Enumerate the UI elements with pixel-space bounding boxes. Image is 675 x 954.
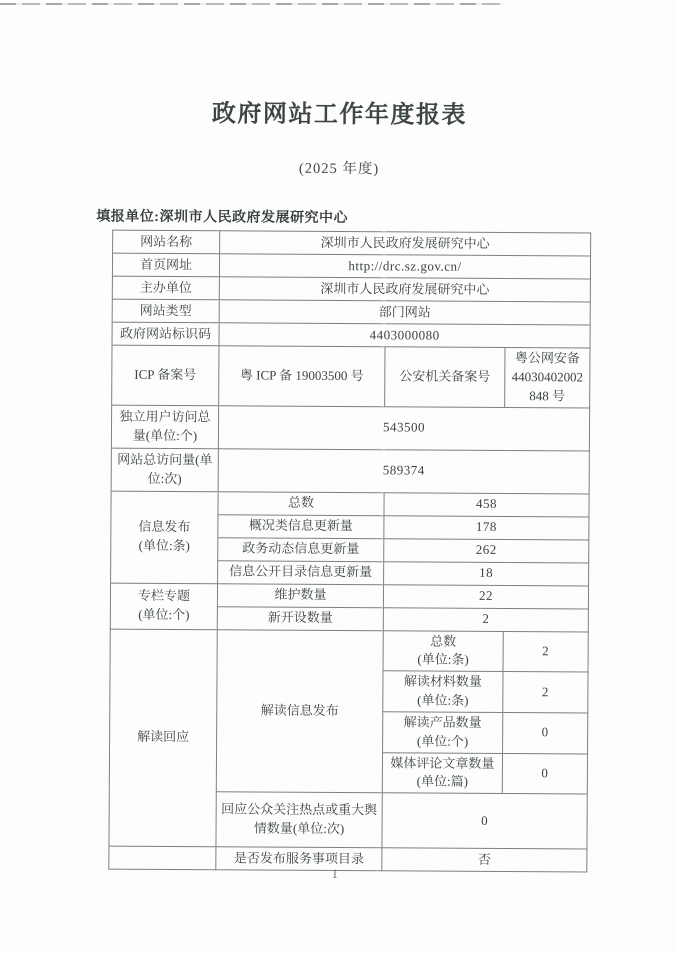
cell-media-articles-value: 0	[502, 753, 587, 794]
cell-service-catalog-label: 是否发布服务事项目录	[216, 847, 382, 871]
cell-media-articles-label	[382, 752, 502, 793]
sub-label-line: 媒体评论文章数量	[390, 754, 495, 771]
cell-site-type-label: 网站类型	[112, 299, 219, 323]
reporting-unit-line	[96, 206, 348, 228]
cell-hotspot-response-value: 0	[382, 793, 587, 849]
cell-interp-materials-label	[383, 671, 503, 712]
sub-label-line: 解读材料数量	[403, 673, 483, 690]
page-title: 政府网站工作年度报表	[211, 100, 468, 129]
table-row	[113, 230, 591, 256]
table-row	[112, 345, 590, 407]
cell-interp-products-label	[383, 712, 503, 753]
cell-gov-news-update-value: 262	[384, 538, 589, 562]
cell-catalog-update-value: 18	[384, 561, 589, 585]
cell-interp-total-label	[383, 630, 503, 671]
section-unit-line: (单位:个)	[138, 606, 190, 623]
cell-unique-visitors-value: 543500	[218, 405, 589, 450]
reporting-unit-value: 深圳市人民政府发展研究中心	[159, 209, 349, 227]
cell-maintained-count-label: 维护数量	[217, 583, 383, 607]
cell-new-count-value: 2	[383, 607, 588, 631]
cell-homepage-url-label: 首页网址	[112, 253, 219, 277]
sub-unit-line: (单位:条)	[417, 651, 469, 668]
table-row	[110, 629, 588, 673]
cell-service-catalog-value: 否	[382, 848, 587, 872]
cell-interpretation-publish-label: 解读信息发布	[216, 629, 383, 793]
cell-hotspot-response-label: 回应公众关注热点或重大舆情数量(单位:次)	[216, 792, 382, 848]
cell-security-value: 粤公网安备 44030402002848 号	[505, 348, 590, 408]
table-row	[111, 448, 589, 494]
sub-unit-line: (单位:篇)	[416, 773, 469, 790]
cell-interpretation-section-label: 解读回应	[109, 629, 217, 847]
cell-info-total-value: 458	[384, 492, 589, 516]
cell-info-total-label: 总数	[218, 491, 384, 515]
cell-maintained-count-value: 22	[383, 584, 588, 608]
cell-sponsor-value: 深圳市人民政府发展研究中心	[219, 277, 590, 302]
table-row	[112, 322, 590, 348]
page-number: 1	[331, 865, 339, 882]
cell-info-publish-section-label	[111, 491, 219, 584]
cell-gov-news-update-label: 政务动态信息更新量	[218, 537, 384, 561]
cell-security-label: 公安机关备案号	[385, 347, 505, 407]
cell-icp-value: 粤 ICP 备 19003500 号	[219, 346, 385, 407]
cell-site-id-value: 4403000080	[219, 323, 590, 348]
table-row	[111, 405, 589, 451]
cell-interp-materials-value: 2	[503, 672, 588, 713]
cell-sponsor-label: 主办单位	[112, 276, 219, 300]
table-row	[111, 491, 589, 517]
table-row	[112, 253, 590, 279]
table-row	[112, 299, 590, 325]
cell-site-id-label: 政府网站标识码	[112, 322, 219, 346]
sub-unit-line: (单位:条)	[417, 692, 469, 708]
section-unit-line: (单位:条)	[138, 537, 190, 554]
cell-site-type-value: 部门网站	[219, 300, 590, 325]
section-label-line: 信息发布	[138, 518, 191, 535]
cell-total-visits-value: 589374	[218, 448, 589, 493]
cell-overview-update-label: 概况类信息更新量	[218, 514, 384, 538]
cell-new-count-label: 新开设数量	[217, 606, 383, 630]
table-row	[110, 583, 588, 609]
report-table	[108, 230, 591, 873]
reporting-unit-label: 填报单位:	[96, 209, 160, 225]
cell-overview-update-value: 178	[384, 515, 589, 539]
cell-catalog-update-label: 信息公开目录信息更新量	[218, 560, 384, 584]
sub-unit-line: (单位:个)	[416, 733, 469, 749]
cell-site-name-label: 网站名称	[113, 230, 220, 254]
sub-label-line: 总数	[430, 633, 457, 649]
table-row	[112, 276, 590, 302]
cell-interp-total-value: 2	[503, 631, 588, 672]
cell-unique-visitors-label: 独立用户访问总量(单位:个)	[111, 405, 218, 449]
cell-interp-products-value: 0	[503, 712, 588, 753]
section-label-line: 专栏专题	[137, 587, 191, 604]
cell-icp-label: ICP 备案号	[112, 345, 219, 405]
sub-label-line: 解读产品数量	[403, 714, 482, 730]
cell-site-name-value: 深圳市人民政府发展研究中心	[220, 231, 591, 256]
cell-total-visits-label: 网站总访问量(单位:次)	[111, 448, 218, 492]
report-year-subtitle: (2025 年度)	[298, 160, 380, 178]
cell-special-columns-section-label	[110, 583, 217, 630]
cell-homepage-url-value: http://drc.sz.gov.cn/	[219, 254, 590, 279]
